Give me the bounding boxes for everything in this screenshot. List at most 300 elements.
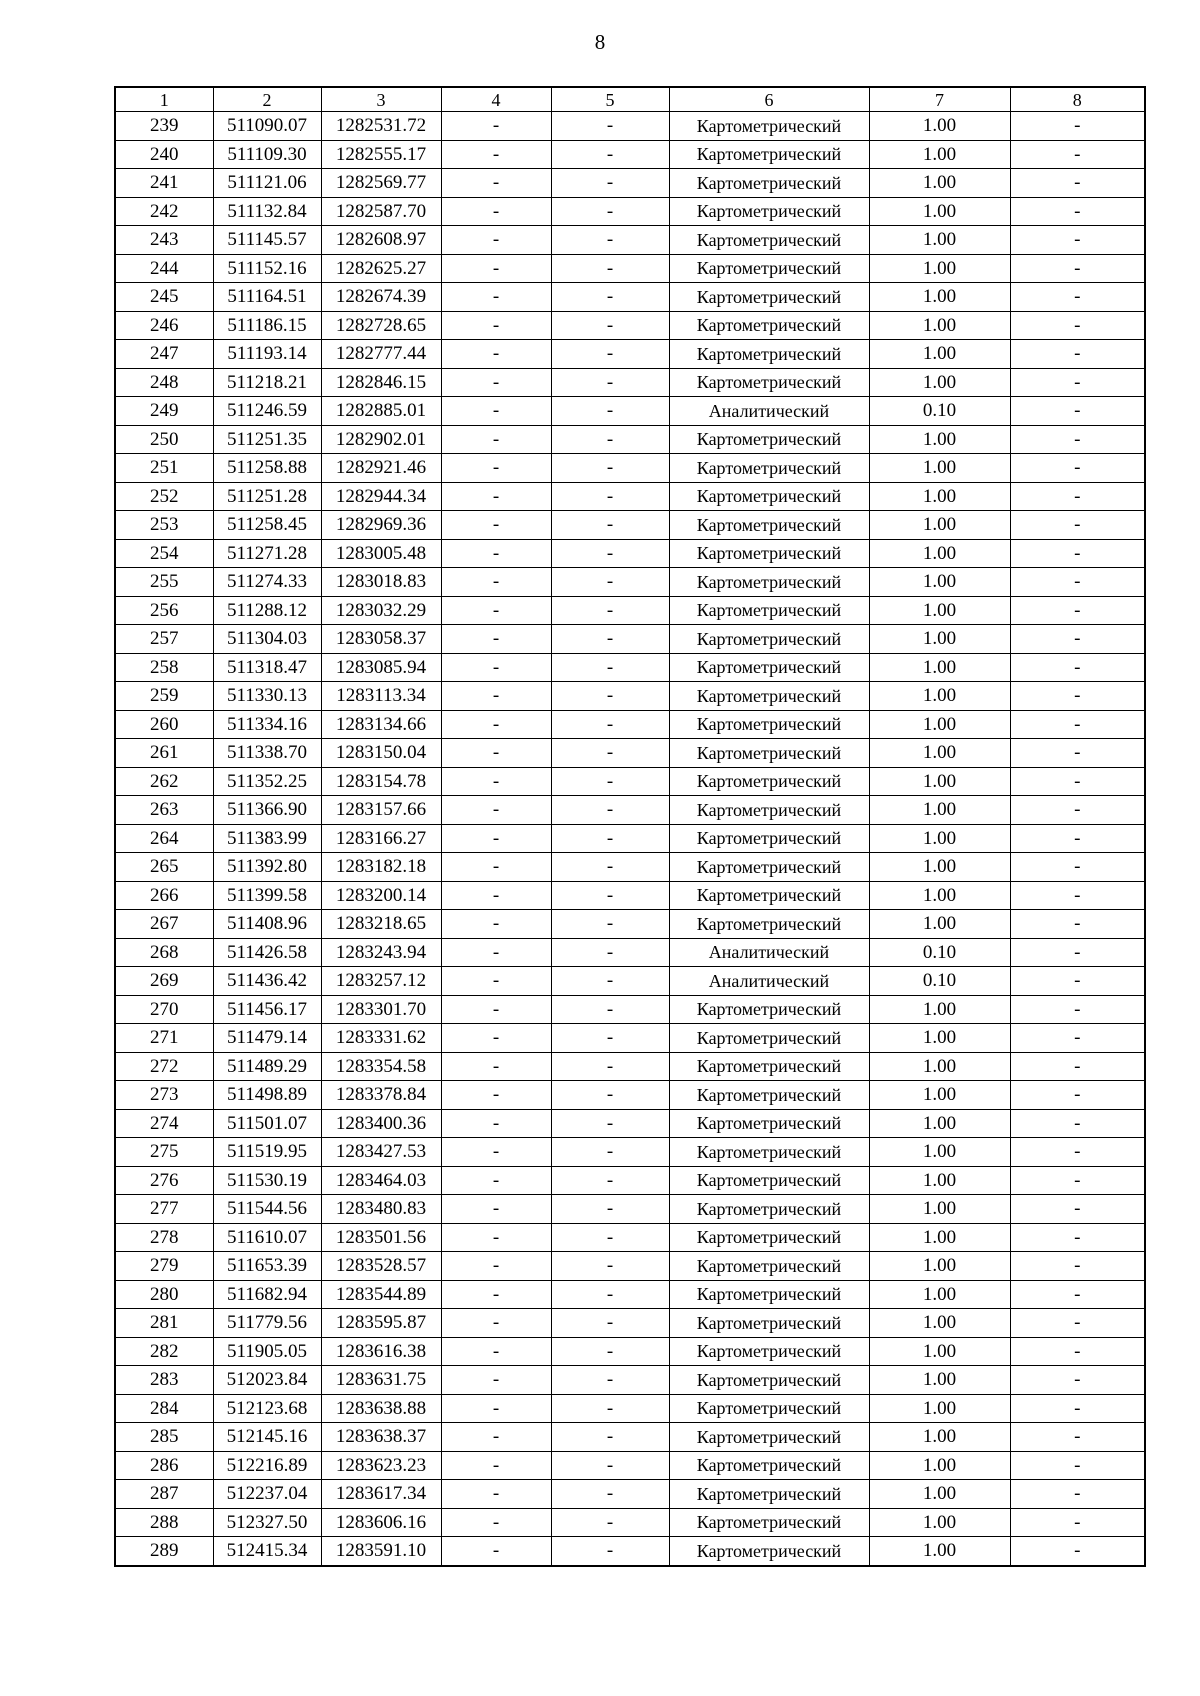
col8-cell: - <box>1010 1166 1145 1195</box>
method-cell: Картометрический <box>669 283 869 312</box>
x-coordinate-cell: 511288.12 <box>213 596 321 625</box>
table-row <box>115 1394 1145 1423</box>
accuracy-cell: 1.00 <box>869 1280 1010 1309</box>
x-coordinate-cell: 511519.95 <box>213 1138 321 1167</box>
col4-cell: - <box>441 169 551 198</box>
table-row <box>115 254 1145 283</box>
accuracy-cell: 1.00 <box>869 1195 1010 1224</box>
x-coordinate-cell: 511544.56 <box>213 1195 321 1224</box>
method-cell: Картометрический <box>669 112 869 141</box>
col5-cell: - <box>551 796 669 825</box>
col5-cell: - <box>551 1138 669 1167</box>
y-coordinate-cell: 1283032.29 <box>321 596 441 625</box>
y-coordinate-cell: 1283623.23 <box>321 1451 441 1480</box>
table-row <box>115 1280 1145 1309</box>
y-coordinate-cell: 1283595.87 <box>321 1309 441 1338</box>
method-cell: Картометрический <box>669 311 869 340</box>
table-row <box>115 710 1145 739</box>
col8-cell: - <box>1010 1451 1145 1480</box>
col5-cell: - <box>551 995 669 1024</box>
col4-cell: - <box>441 1138 551 1167</box>
y-coordinate-cell: 1283638.88 <box>321 1394 441 1423</box>
table-body <box>115 112 1145 1566</box>
col4-cell: - <box>441 226 551 255</box>
x-coordinate-cell: 511436.42 <box>213 967 321 996</box>
col5-cell: - <box>551 596 669 625</box>
x-coordinate-cell: 512145.16 <box>213 1423 321 1452</box>
col5-cell: - <box>551 311 669 340</box>
point-number-cell: 242 <box>115 197 213 226</box>
y-coordinate-cell: 1282921.46 <box>321 454 441 483</box>
table-row <box>115 596 1145 625</box>
col5-cell: - <box>551 1537 669 1566</box>
x-coordinate-cell: 511682.94 <box>213 1280 321 1309</box>
col8-cell: - <box>1010 767 1145 796</box>
point-number-cell: 268 <box>115 938 213 967</box>
table-row <box>115 568 1145 597</box>
accuracy-cell: 1.00 <box>869 1309 1010 1338</box>
col4-cell: - <box>441 1394 551 1423</box>
table-row <box>115 824 1145 853</box>
x-coordinate-cell: 511352.25 <box>213 767 321 796</box>
y-coordinate-cell: 1283150.04 <box>321 739 441 768</box>
method-cell: Картометрический <box>669 1195 869 1224</box>
point-number-cell: 276 <box>115 1166 213 1195</box>
y-coordinate-cell: 1282728.65 <box>321 311 441 340</box>
page-number: 8 <box>594 30 606 54</box>
table-row <box>115 539 1145 568</box>
point-number-cell: 255 <box>115 568 213 597</box>
method-cell: Аналитический <box>669 938 869 967</box>
x-coordinate-cell: 511218.21 <box>213 368 321 397</box>
method-cell: Картометрический <box>669 511 869 540</box>
table-row <box>115 197 1145 226</box>
col5-cell: - <box>551 1109 669 1138</box>
point-number-cell: 259 <box>115 682 213 711</box>
table-header-row <box>115 87 1145 112</box>
accuracy-cell: 1.00 <box>869 568 1010 597</box>
method-cell: Аналитический <box>669 967 869 996</box>
col4-cell: - <box>441 425 551 454</box>
col4-cell: - <box>441 454 551 483</box>
table-row <box>115 425 1145 454</box>
table-row <box>115 938 1145 967</box>
method-cell: Картометрический <box>669 539 869 568</box>
col8-cell: - <box>1010 710 1145 739</box>
table-row <box>115 511 1145 540</box>
col8-cell: - <box>1010 1223 1145 1252</box>
x-coordinate-cell: 511258.88 <box>213 454 321 483</box>
y-coordinate-cell: 1282944.34 <box>321 482 441 511</box>
table-row <box>115 112 1145 141</box>
x-coordinate-cell: 511501.07 <box>213 1109 321 1138</box>
col4-cell: - <box>441 482 551 511</box>
point-number-cell: 265 <box>115 853 213 882</box>
col5-cell: - <box>551 1423 669 1452</box>
x-coordinate-cell: 511330.13 <box>213 682 321 711</box>
point-number-cell: 262 <box>115 767 213 796</box>
y-coordinate-cell: 1283157.66 <box>321 796 441 825</box>
point-number-cell: 281 <box>115 1309 213 1338</box>
y-coordinate-cell: 1282674.39 <box>321 283 441 312</box>
y-coordinate-cell: 1282846.15 <box>321 368 441 397</box>
x-coordinate-cell: 512216.89 <box>213 1451 321 1480</box>
y-coordinate-cell: 1282902.01 <box>321 425 441 454</box>
col8-cell: - <box>1010 1252 1145 1281</box>
col5-cell: - <box>551 140 669 169</box>
col5-cell: - <box>551 1508 669 1537</box>
accuracy-cell: 1.00 <box>869 653 1010 682</box>
table-row <box>115 1309 1145 1338</box>
col5-cell: - <box>551 340 669 369</box>
accuracy-cell: 1.00 <box>869 824 1010 853</box>
col4-cell: - <box>441 197 551 226</box>
method-cell: Картометрический <box>669 1366 869 1395</box>
accuracy-cell: 1.00 <box>869 340 1010 369</box>
x-coordinate-cell: 511399.58 <box>213 881 321 910</box>
x-coordinate-cell: 512023.84 <box>213 1366 321 1395</box>
point-number-cell: 251 <box>115 454 213 483</box>
method-cell: Картометрический <box>669 1052 869 1081</box>
col4-cell: - <box>441 967 551 996</box>
x-coordinate-cell: 511383.99 <box>213 824 321 853</box>
col4-cell: - <box>441 283 551 312</box>
col5-cell: - <box>551 112 669 141</box>
table-row <box>115 340 1145 369</box>
table-row <box>115 311 1145 340</box>
table-row <box>115 1423 1145 1452</box>
method-cell: Картометрический <box>669 1394 869 1423</box>
col5-cell: - <box>551 1394 669 1423</box>
point-number-cell: 289 <box>115 1537 213 1566</box>
col5-cell: - <box>551 910 669 939</box>
method-cell: Картометрический <box>669 425 869 454</box>
method-cell: Картометрический <box>669 1537 869 1566</box>
accuracy-cell: 1.00 <box>869 1052 1010 1081</box>
col8-cell: - <box>1010 1394 1145 1423</box>
col4-cell: - <box>441 1052 551 1081</box>
table-row <box>115 967 1145 996</box>
method-cell: Картометрический <box>669 682 869 711</box>
col5-cell: - <box>551 767 669 796</box>
table-row <box>115 682 1145 711</box>
x-coordinate-cell: 511274.33 <box>213 568 321 597</box>
accuracy-cell: 1.00 <box>869 767 1010 796</box>
accuracy-cell: 1.00 <box>869 1423 1010 1452</box>
point-number-cell: 286 <box>115 1451 213 1480</box>
method-cell: Картометрический <box>669 368 869 397</box>
col4-cell: - <box>441 340 551 369</box>
col4-cell: - <box>441 910 551 939</box>
col4-cell: - <box>441 1081 551 1110</box>
point-number-cell: 287 <box>115 1480 213 1509</box>
col4-cell: - <box>441 995 551 1024</box>
method-cell: Картометрический <box>669 254 869 283</box>
table-row <box>115 368 1145 397</box>
col5-cell: - <box>551 482 669 511</box>
table-row <box>115 910 1145 939</box>
col8-cell: - <box>1010 340 1145 369</box>
y-coordinate-cell: 1283166.27 <box>321 824 441 853</box>
col4-cell: - <box>441 1537 551 1566</box>
x-coordinate-cell: 511271.28 <box>213 539 321 568</box>
column-header: 1 <box>115 87 213 112</box>
col8-cell: - <box>1010 226 1145 255</box>
x-coordinate-cell: 511334.16 <box>213 710 321 739</box>
col8-cell: - <box>1010 881 1145 910</box>
accuracy-cell: 0.10 <box>869 967 1010 996</box>
col8-cell: - <box>1010 682 1145 711</box>
col8-cell: - <box>1010 1280 1145 1309</box>
col8-cell: - <box>1010 311 1145 340</box>
table-row <box>115 1537 1145 1566</box>
table-row <box>115 1451 1145 1480</box>
col4-cell: - <box>441 1195 551 1224</box>
col5-cell: - <box>551 967 669 996</box>
col5-cell: - <box>551 824 669 853</box>
accuracy-cell: 1.00 <box>869 1537 1010 1566</box>
y-coordinate-cell: 1283257.12 <box>321 967 441 996</box>
table-row <box>115 397 1145 426</box>
col5-cell: - <box>551 1024 669 1053</box>
x-coordinate-cell: 512237.04 <box>213 1480 321 1509</box>
col5-cell: - <box>551 625 669 654</box>
column-header: 3 <box>321 87 441 112</box>
point-number-cell: 277 <box>115 1195 213 1224</box>
method-cell: Картометрический <box>669 1309 869 1338</box>
col5-cell: - <box>551 710 669 739</box>
col4-cell: - <box>441 1280 551 1309</box>
accuracy-cell: 1.00 <box>869 1394 1010 1423</box>
point-number-cell: 253 <box>115 511 213 540</box>
col4-cell: - <box>441 739 551 768</box>
col5-cell: - <box>551 511 669 540</box>
col8-cell: - <box>1010 1309 1145 1338</box>
method-cell: Картометрический <box>669 197 869 226</box>
accuracy-cell: 1.00 <box>869 1480 1010 1509</box>
x-coordinate-cell: 511121.06 <box>213 169 321 198</box>
col8-cell: - <box>1010 1508 1145 1537</box>
x-coordinate-cell: 511610.07 <box>213 1223 321 1252</box>
point-number-cell: 269 <box>115 967 213 996</box>
point-number-cell: 252 <box>115 482 213 511</box>
table-row <box>115 1166 1145 1195</box>
col8-cell: - <box>1010 568 1145 597</box>
point-number-cell: 288 <box>115 1508 213 1537</box>
table-row <box>115 796 1145 825</box>
point-number-cell: 247 <box>115 340 213 369</box>
col4-cell: - <box>441 767 551 796</box>
table-row <box>115 1366 1145 1395</box>
point-number-cell: 274 <box>115 1109 213 1138</box>
y-coordinate-cell: 1282531.72 <box>321 112 441 141</box>
accuracy-cell: 1.00 <box>869 283 1010 312</box>
col8-cell: - <box>1010 169 1145 198</box>
col8-cell: - <box>1010 653 1145 682</box>
col8-cell: - <box>1010 910 1145 939</box>
method-cell: Картометрический <box>669 910 869 939</box>
point-number-cell: 284 <box>115 1394 213 1423</box>
accuracy-cell: 1.00 <box>869 197 1010 226</box>
accuracy-cell: 0.10 <box>869 397 1010 426</box>
y-coordinate-cell: 1283018.83 <box>321 568 441 597</box>
point-number-cell: 254 <box>115 539 213 568</box>
accuracy-cell: 1.00 <box>869 425 1010 454</box>
method-cell: Картометрический <box>669 1166 869 1195</box>
col5-cell: - <box>551 1480 669 1509</box>
col8-cell: - <box>1010 1423 1145 1452</box>
col4-cell: - <box>441 653 551 682</box>
y-coordinate-cell: 1283400.36 <box>321 1109 441 1138</box>
col8-cell: - <box>1010 283 1145 312</box>
point-number-cell: 246 <box>115 311 213 340</box>
point-number-cell: 266 <box>115 881 213 910</box>
y-coordinate-cell: 1283005.48 <box>321 539 441 568</box>
point-number-cell: 258 <box>115 653 213 682</box>
accuracy-cell: 1.00 <box>869 454 1010 483</box>
table-row <box>115 482 1145 511</box>
method-cell: Картометрический <box>669 1480 869 1509</box>
col4-cell: - <box>441 1337 551 1366</box>
col8-cell: - <box>1010 1138 1145 1167</box>
accuracy-cell: 1.00 <box>869 1024 1010 1053</box>
table-row <box>115 1223 1145 1252</box>
table-row <box>115 169 1145 198</box>
method-cell: Картометрический <box>669 140 869 169</box>
y-coordinate-cell: 1282555.17 <box>321 140 441 169</box>
x-coordinate-cell: 511109.30 <box>213 140 321 169</box>
col5-cell: - <box>551 1195 669 1224</box>
col8-cell: - <box>1010 1024 1145 1053</box>
point-number-cell: 240 <box>115 140 213 169</box>
col4-cell: - <box>441 112 551 141</box>
method-cell: Картометрический <box>669 1337 869 1366</box>
x-coordinate-cell: 511186.15 <box>213 311 321 340</box>
point-number-cell: 239 <box>115 112 213 141</box>
table-row <box>115 881 1145 910</box>
col5-cell: - <box>551 1166 669 1195</box>
accuracy-cell: 1.00 <box>869 995 1010 1024</box>
method-cell: Картометрический <box>669 653 869 682</box>
method-cell: Картометрический <box>669 881 869 910</box>
method-cell: Картометрический <box>669 1109 869 1138</box>
col4-cell: - <box>441 511 551 540</box>
accuracy-cell: 1.00 <box>869 1166 1010 1195</box>
x-coordinate-cell: 511479.14 <box>213 1024 321 1053</box>
method-cell: Картометрический <box>669 824 869 853</box>
point-number-cell: 279 <box>115 1252 213 1281</box>
method-cell: Картометрический <box>669 1138 869 1167</box>
col8-cell: - <box>1010 397 1145 426</box>
x-coordinate-cell: 511304.03 <box>213 625 321 654</box>
col4-cell: - <box>441 938 551 967</box>
accuracy-cell: 1.00 <box>869 140 1010 169</box>
table-row <box>115 454 1145 483</box>
y-coordinate-cell: 1283182.18 <box>321 853 441 882</box>
y-coordinate-cell: 1283378.84 <box>321 1081 441 1110</box>
col5-cell: - <box>551 283 669 312</box>
point-number-cell: 283 <box>115 1366 213 1395</box>
method-cell: Картометрический <box>669 340 869 369</box>
x-coordinate-cell: 511251.35 <box>213 425 321 454</box>
x-coordinate-cell: 511258.45 <box>213 511 321 540</box>
col4-cell: - <box>441 1508 551 1537</box>
col8-cell: - <box>1010 596 1145 625</box>
method-cell: Картометрический <box>669 625 869 654</box>
accuracy-cell: 1.00 <box>869 169 1010 198</box>
col8-cell: - <box>1010 1195 1145 1224</box>
y-coordinate-cell: 1283058.37 <box>321 625 441 654</box>
column-header: 4 <box>441 87 551 112</box>
accuracy-cell: 1.00 <box>869 625 1010 654</box>
method-cell: Картометрический <box>669 767 869 796</box>
y-coordinate-cell: 1283631.75 <box>321 1366 441 1395</box>
y-coordinate-cell: 1283501.56 <box>321 1223 441 1252</box>
col4-cell: - <box>441 539 551 568</box>
point-number-cell: 250 <box>115 425 213 454</box>
col4-cell: - <box>441 1166 551 1195</box>
point-number-cell: 285 <box>115 1423 213 1452</box>
col4-cell: - <box>441 254 551 283</box>
accuracy-cell: 1.00 <box>869 1508 1010 1537</box>
column-header: 7 <box>869 87 1010 112</box>
method-cell: Картометрический <box>669 710 869 739</box>
col4-cell: - <box>441 1252 551 1281</box>
point-number-cell: 272 <box>115 1052 213 1081</box>
col5-cell: - <box>551 1252 669 1281</box>
method-cell: Картометрический <box>669 853 869 882</box>
x-coordinate-cell: 511090.07 <box>213 112 321 141</box>
method-cell: Картометрический <box>669 1508 869 1537</box>
table-row <box>115 1508 1145 1537</box>
point-number-cell: 267 <box>115 910 213 939</box>
col5-cell: - <box>551 368 669 397</box>
accuracy-cell: 1.00 <box>869 682 1010 711</box>
col8-cell: - <box>1010 112 1145 141</box>
col5-cell: - <box>551 1309 669 1338</box>
accuracy-cell: 1.00 <box>869 511 1010 540</box>
point-number-cell: 273 <box>115 1081 213 1110</box>
table-row <box>115 1024 1145 1053</box>
column-header: 2 <box>213 87 321 112</box>
col8-cell: - <box>1010 853 1145 882</box>
method-cell: Картометрический <box>669 454 869 483</box>
y-coordinate-cell: 1283301.70 <box>321 995 441 1024</box>
accuracy-cell: 1.00 <box>869 1451 1010 1480</box>
point-number-cell: 280 <box>115 1280 213 1309</box>
point-number-cell: 257 <box>115 625 213 654</box>
col4-cell: - <box>441 368 551 397</box>
coordinates-table <box>114 86 1146 1567</box>
col8-cell: - <box>1010 938 1145 967</box>
x-coordinate-cell: 512327.50 <box>213 1508 321 1537</box>
accuracy-cell: 1.00 <box>869 710 1010 739</box>
col5-cell: - <box>551 1366 669 1395</box>
column-header: 8 <box>1010 87 1145 112</box>
col8-cell: - <box>1010 739 1145 768</box>
col5-cell: - <box>551 1223 669 1252</box>
y-coordinate-cell: 1283331.62 <box>321 1024 441 1053</box>
method-cell: Картометрический <box>669 796 869 825</box>
col4-cell: - <box>441 1480 551 1509</box>
y-coordinate-cell: 1283218.65 <box>321 910 441 939</box>
y-coordinate-cell: 1283617.34 <box>321 1480 441 1509</box>
column-header: 5 <box>551 87 669 112</box>
point-number-cell: 245 <box>115 283 213 312</box>
point-number-cell: 261 <box>115 739 213 768</box>
col4-cell: - <box>441 881 551 910</box>
accuracy-cell: 1.00 <box>869 881 1010 910</box>
